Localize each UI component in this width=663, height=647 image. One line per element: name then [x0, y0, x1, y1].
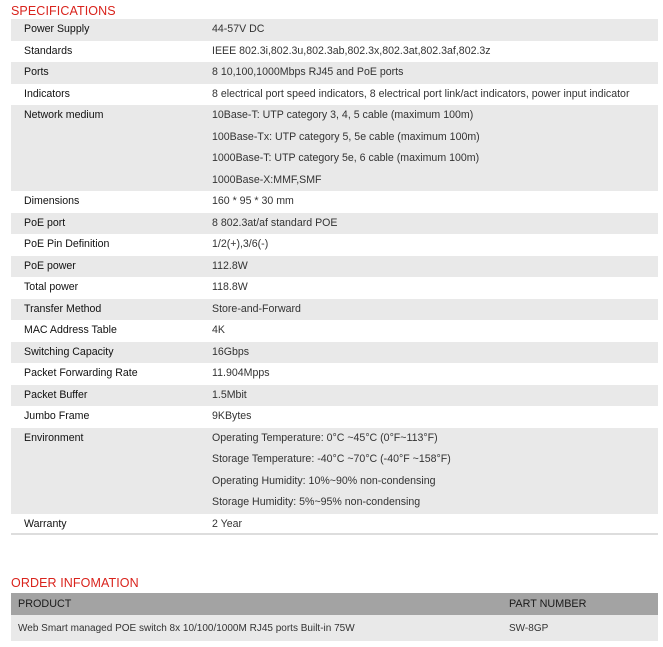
spec-label-cell [11, 62, 212, 84]
spec-value: Store-and-Forward [212, 302, 301, 315]
spec-label: Power Supply [24, 23, 90, 35]
spec-value: Storage Humidity: 5%~95% non-condensing [212, 496, 421, 508]
spec-value: 44-57V DC [212, 23, 265, 35]
spec-label: Environment [24, 431, 84, 444]
order-row [11, 615, 658, 641]
order-body [11, 615, 658, 641]
spec-value-cell [212, 234, 658, 256]
spec-value-cell [212, 256, 658, 278]
spec-value-cell [212, 428, 658, 514]
spec-value: 11.904Mpps [212, 367, 270, 379]
order-table [11, 593, 658, 641]
spec-label: PoE port [24, 216, 66, 229]
spec-label-cell [11, 84, 212, 106]
spec-label-cell [11, 105, 212, 191]
spec-label-cell [11, 342, 212, 364]
spec-row [11, 41, 658, 63]
spec-label-cell [11, 514, 212, 536]
spec-label: Standards [24, 44, 73, 57]
spec-value-cell [212, 41, 658, 63]
spec-value: 4K [212, 324, 225, 336]
order-information-title: ORDER INFOMATION [11, 576, 139, 590]
spec-value-cell [212, 19, 658, 41]
spec-value: 100Base-Tx: UTP category 5, 5e cable (maximum 100m) [212, 130, 480, 143]
spec-label-cell [11, 19, 212, 41]
spec-label-cell [11, 41, 212, 63]
spec-label-cell [11, 320, 212, 342]
spec-label-cell [11, 385, 212, 407]
spec-value-cell [212, 277, 658, 299]
spec-row [11, 514, 658, 536]
spec-value-cell [212, 62, 658, 84]
spec-value-cell [212, 213, 658, 235]
spec-value-cell [212, 105, 658, 191]
spec-value: IEEE 802.3i,802.3u,802.3ab,802.3x,802.3at,802.3af,802.3z [212, 44, 491, 57]
part-number-cell: SW-8GP [509, 615, 658, 641]
spec-label: Network medium [24, 109, 104, 121]
spec-row [11, 191, 658, 213]
spec-label-cell [11, 256, 212, 278]
spec-row [11, 213, 658, 235]
spec-value: 1000Base-T: UTP category 5e, 6 cable (maximum 100m) [212, 152, 480, 164]
spec-row [11, 385, 658, 407]
spec-label-cell [11, 299, 212, 321]
spec-value-cell [212, 191, 658, 213]
spec-label: Indicators [24, 87, 70, 100]
spec-value: 8 electrical port speed indicators, 8 electrical port link/act indicators, power input indicator [212, 87, 630, 100]
spec-label-cell [11, 428, 212, 514]
spec-label: Warranty [24, 517, 67, 530]
spec-label: PoE Pin Definition [24, 238, 110, 250]
spec-row [11, 428, 658, 514]
spec-row [11, 406, 658, 428]
spec-value: 118.8W [212, 281, 248, 293]
spec-value: Storage Temperature: -40°C ~70°C (-40°F ~158°F) [212, 453, 451, 465]
spec-label: MAC Address Table [24, 324, 117, 336]
spec-row [11, 256, 658, 278]
spec-row [11, 320, 658, 342]
spec-label: Dimensions [24, 195, 80, 207]
order-header-row [11, 593, 658, 615]
spec-label: Packet Buffer [24, 388, 88, 401]
spec-label: Total power [24, 281, 79, 293]
specifications-table [11, 19, 658, 535]
specifications-body [11, 19, 658, 535]
spec-value: 1000Base-X:MMF,SMF [212, 173, 322, 186]
spec-row [11, 105, 658, 191]
spec-row [11, 19, 658, 41]
spec-row [11, 234, 658, 256]
spec-value: 8 802.3at/af standard POE [212, 216, 338, 229]
part-number-column-header: PART NUMBER [509, 593, 658, 615]
spec-label-cell [11, 406, 212, 428]
spec-row [11, 62, 658, 84]
spec-value: 112.8W [212, 259, 248, 272]
spec-value: Operating Humidity: 10%~90% non-condensing [212, 474, 436, 487]
spec-value-cell [212, 385, 658, 407]
spec-value: 9KBytes [212, 410, 252, 422]
spec-label: PoE power [24, 259, 76, 272]
spec-row [11, 342, 658, 364]
spec-label-cell [11, 363, 212, 385]
spec-row [11, 299, 658, 321]
spec-value-cell [212, 342, 658, 364]
spec-value: 160 * 95 * 30 mm [212, 195, 294, 207]
spec-label: Transfer Method [24, 302, 102, 315]
spec-value: 2 Year [212, 517, 243, 530]
spec-label-cell [11, 234, 212, 256]
spec-value-cell [212, 320, 658, 342]
spec-value-cell [212, 363, 658, 385]
spec-value-cell [212, 299, 658, 321]
spec-row [11, 363, 658, 385]
spec-value: Operating Temperature: 0°C ~45°C (0°F~113°F) [212, 431, 438, 444]
product-column-header: PRODUCT [11, 593, 509, 615]
spec-label: Ports [24, 66, 49, 78]
spec-value-cell [212, 406, 658, 428]
spec-row [11, 84, 658, 106]
spec-label: Switching Capacity [24, 345, 114, 358]
spec-label-cell [11, 191, 212, 213]
spec-value: 1.5Mbit [212, 388, 247, 401]
spec-row [11, 277, 658, 299]
section-divider [11, 533, 658, 535]
spec-value-cell [212, 84, 658, 106]
spec-label: Jumbo Frame [24, 410, 90, 422]
spec-label: Packet Forwarding Rate [24, 367, 138, 379]
spec-label-cell [11, 213, 212, 235]
spec-value-cell [212, 514, 658, 536]
spec-value: 10Base-T: UTP category 3, 4, 5 cable (maximum 100m) [212, 109, 474, 121]
product-cell: Web Smart managed POE switch 8x 10/100/1000M RJ45 ports Built-in 75W [11, 615, 509, 641]
specifications-title: SPECIFICATIONS [11, 4, 116, 18]
spec-value: 16Gbps [212, 345, 250, 358]
spec-value: 8 10,100,1000Mbps RJ45 and PoE ports [212, 66, 404, 78]
spec-label-cell [11, 277, 212, 299]
spec-value: 1/2(+),3/6(-) [212, 238, 269, 250]
